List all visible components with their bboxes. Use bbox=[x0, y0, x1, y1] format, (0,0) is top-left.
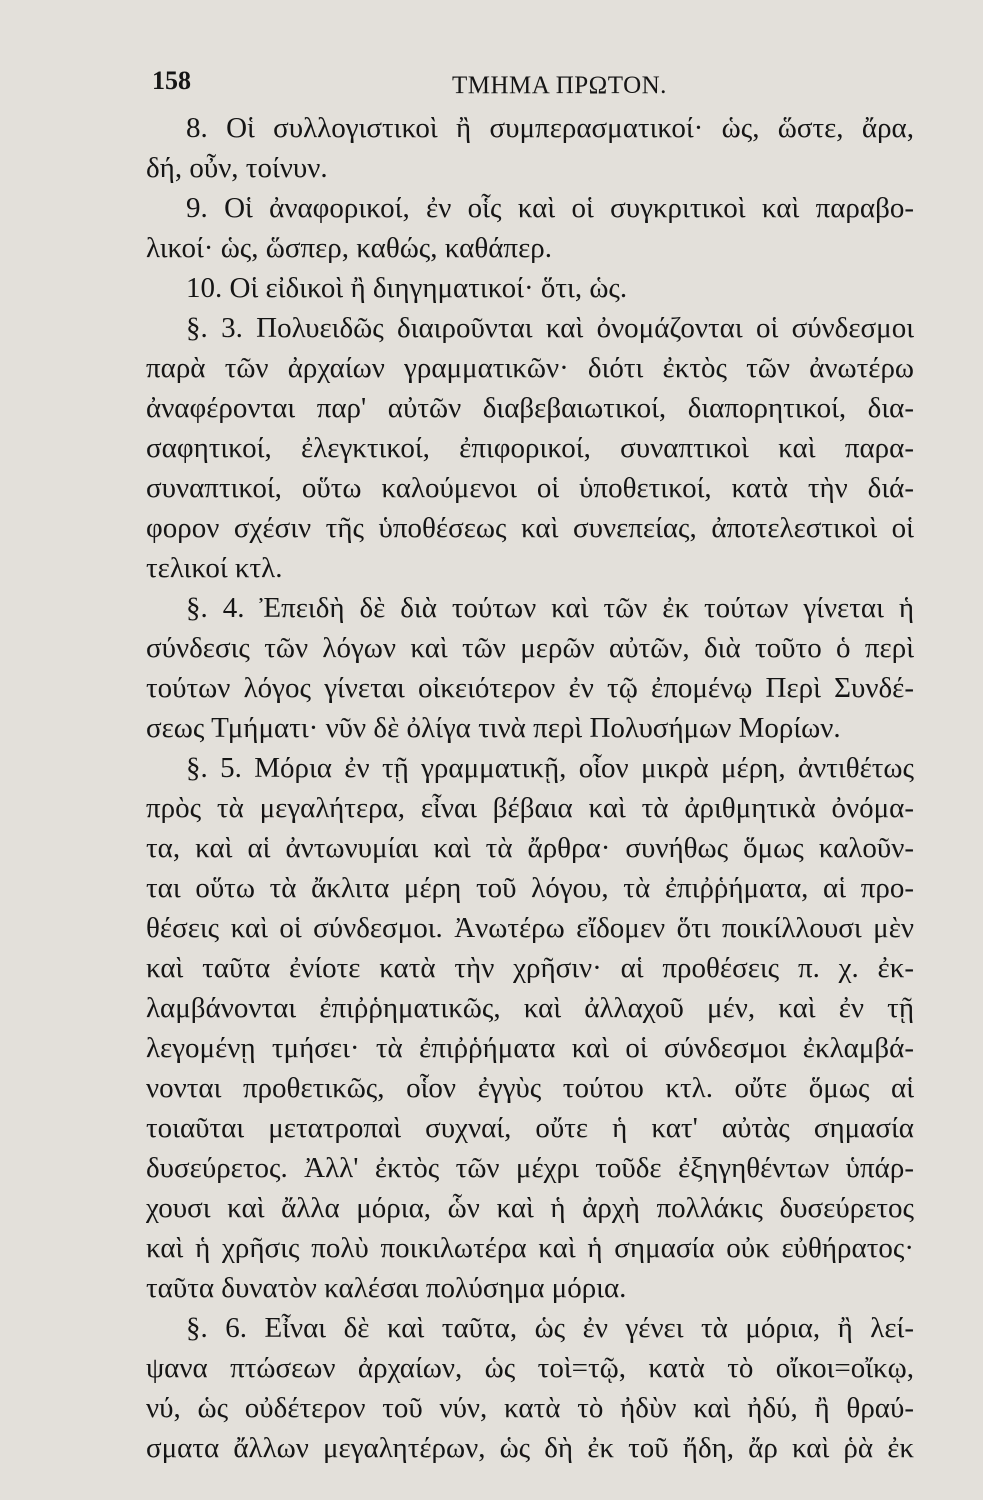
text-line: σύνδεσις τῶν λόγων καὶ τῶν μερῶν αὐτῶν, διὰ τοῦτο ὁ περὶ bbox=[146, 632, 914, 664]
text-line: λικοί· ὡς, ὥσπερ, καθώς, καθάπερ. bbox=[146, 232, 552, 264]
text-line: τελικοί κτλ. bbox=[146, 552, 283, 584]
section-5-start: §. 5. Μόρια ἐν τῇ γραμματικῇ, οἷον μικρὰ μέρη, ἀντιθέτως bbox=[186, 752, 914, 784]
text-line: λαμβάνονται ἐπιῤῥηματικῶς, καὶ ἀλλαχοῦ μέν, καὶ ἐν τῇ bbox=[146, 992, 914, 1024]
text-line: συναπτικοί, οὕτω καλούμενοι οἱ ὑποθετικοί, κατὰ τὴν διά- bbox=[146, 472, 914, 504]
running-head: ΤΜΗΜΑ ΠΡΩΤΟΝ. bbox=[452, 72, 667, 99]
section-4-start: §. 4. Ἐπειδὴ δὲ διὰ τούτων καὶ τῶν ἐκ τούτων γίνεται ἡ bbox=[186, 592, 914, 624]
page-number: 158 bbox=[152, 66, 191, 95]
text-line: σαφητικοί, ἐλεγκτικοί, ἐπιφορικοί, συναπτικοὶ καὶ παρα- bbox=[146, 432, 914, 464]
text-line: ἀναφέρονται παρ' αὐτῶν διαβεβαιωτικοί, διαπορητικοί, δια- bbox=[146, 392, 914, 424]
text-line: τοιαῦται μετατροπαὶ συχναί, οὔτε ἡ κατ' αὐτὰς σημασία bbox=[146, 1112, 914, 1144]
text-line: δή, οὖν, τοίνυν. bbox=[146, 152, 328, 184]
section-3-start: §. 3. Πολυειδῶς διαιροῦνται καὶ ὀνομάζονται οἱ σύνδεσμοι bbox=[186, 312, 914, 344]
text-line: καὶ ταῦτα ἐνίοτε κατὰ τὴν χρῆσιν· αἱ προθέσεις π. χ. ἐκ- bbox=[146, 952, 914, 984]
text-line: ταῦτα δυνατὸν καλέσαι πολύσημα μόρια. bbox=[146, 1272, 627, 1304]
text-line: ται οὕτω τὰ ἄκλιτα μέρη τοῦ λόγου, τὰ ἐπιῤῥήματα, αἱ προ- bbox=[146, 872, 914, 904]
text-line: σεως Τμήματι· νῦν δὲ ὀλίγα τινὰ περὶ Πολυσήμων Μορίων. bbox=[146, 712, 841, 744]
text-line: ψανα πτώσεων ἀρχαίων, ὡς τοὶ=τῷ, κατὰ τὸ οἴκοι=οἴκῳ, bbox=[146, 1352, 914, 1384]
list-item-8: 8. Οἱ συλλογιστικοὶ ἢ συμπερασματικοί· ὡς, ὥστε, ἄρα, bbox=[186, 112, 914, 144]
text-line: νονται προθετικῶς, οἷον ἐγγὺς τούτου κτλ. οὔτε ὅμως αἱ bbox=[146, 1072, 914, 1104]
text-line: παρὰ τῶν ἀρχαίων γραμματικῶν· διότι ἐκτὸς τῶν ἀνωτέρω bbox=[146, 352, 914, 384]
text-line: νύ, ὡς οὐδέτερον τοῦ νύν, κατὰ τὸ ἠδὺν καὶ ἠδύ, ἢ θραύ- bbox=[146, 1392, 914, 1424]
list-item-9: 9. Οἱ ἀναφορικοί, ἐν οἷς καὶ οἱ συγκριτικοὶ καὶ παραβο- bbox=[186, 192, 914, 224]
text-line: τα, καὶ αἱ ἀντωνυμίαι καὶ τὰ ἄρθρα· συνήθως ὅμως καλοῦν- bbox=[146, 832, 914, 864]
text-line: καὶ ἡ χρῆσις πολὺ ποικιλωτέρα καὶ ἡ σημασία οὐκ εὐθήρατος· bbox=[146, 1232, 914, 1264]
text-line: λεγομένῃ τμήσει· τὰ ἐπιῤῥήματα καὶ οἱ σύνδεσμοι ἐκλαμβά- bbox=[146, 1032, 914, 1064]
list-item-10: 10. Οἱ εἰδικοὶ ἢ διηγηματικοί· ὅτι, ὡς. bbox=[186, 272, 628, 304]
text-line: τούτων λόγος γίνεται οἰκειότερον ἐν τῷ ἐπομένῳ Περὶ Συνδέ- bbox=[146, 672, 914, 704]
text-line: χουσι καὶ ἄλλα μόρια, ὧν καὶ ἡ ἀρχὴ πολλάκις δυσεύρετος bbox=[146, 1192, 914, 1224]
text-line: πρὸς τὰ μεγαλήτερα, εἶναι βέβαια καὶ τὰ ἀριθμητικὰ ὀνόμα- bbox=[146, 792, 914, 824]
text-line: φορον σχέσιν τῆς ὑποθέσεως καὶ συνεπείας, ἀποτελεστικοὶ οἱ bbox=[146, 512, 914, 544]
body-text bbox=[146, 108, 914, 1468]
text-line: θέσεις καὶ οἱ σύνδεσμοι. Ἀνωτέρω εἴδομεν ὅτι ποικίλλουσι μὲν bbox=[146, 912, 914, 944]
section-6-start: §. 6. Εἶναι δὲ καὶ ταῦτα, ὡς ἐν γένει τὰ μόρια, ἢ λεί- bbox=[186, 1312, 914, 1344]
text-line: δυσεύρετος. Ἀλλ' ἐκτὸς τῶν μέχρι τοῦδε ἐξηγηθέντων ὑπάρ- bbox=[146, 1152, 914, 1184]
text-line: σματα ἄλλων μεγαλητέρων, ὡς δὴ ἐκ τοῦ ἤδη, ἄρ καὶ ῥὰ ἐκ bbox=[146, 1432, 914, 1464]
